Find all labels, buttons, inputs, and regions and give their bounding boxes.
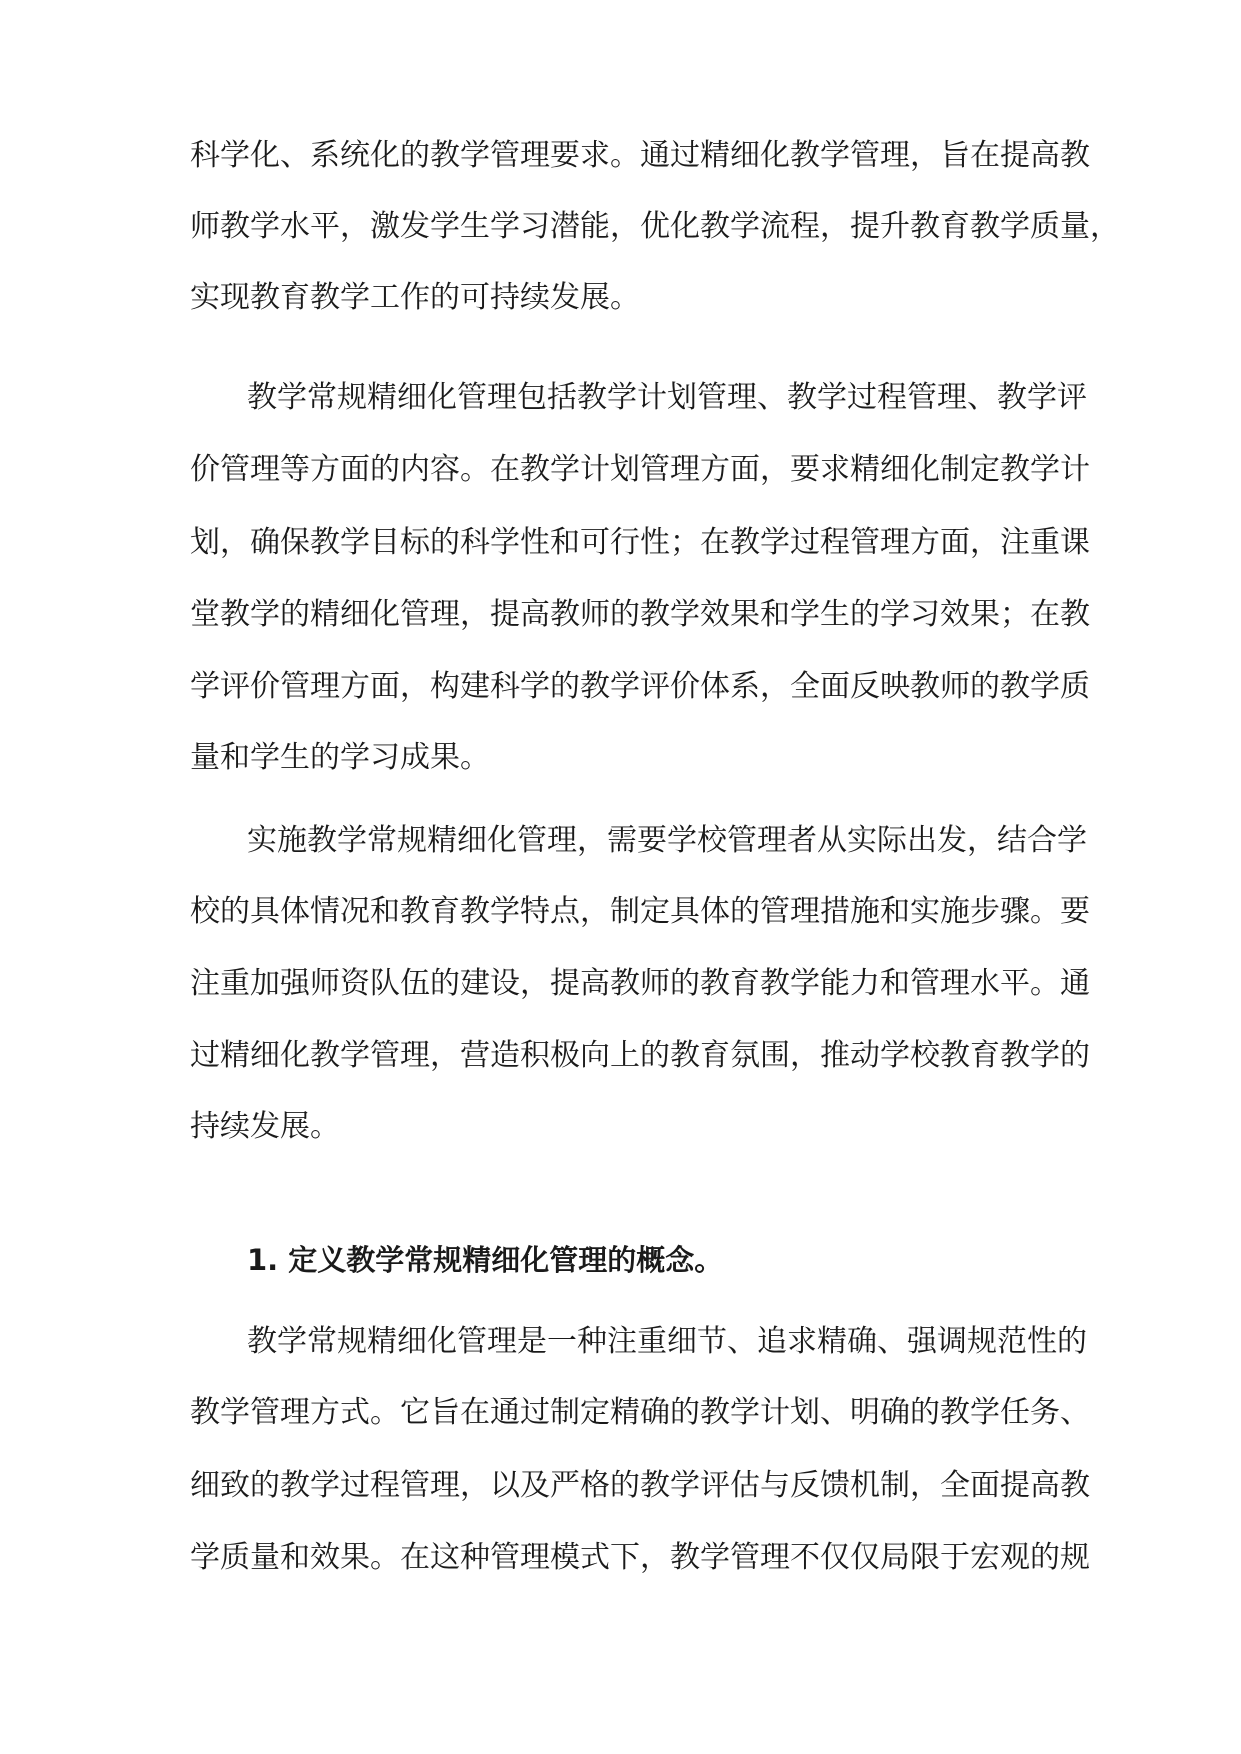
paragraph-1-line-1: 科学化、系统化的教学管理要求。通过精细化教学管理，旨在提高教	[190, 138, 1090, 173]
paragraph-3-line-1: 实施教学常规精细化管理，需要学校管理者从实际出发，结合学	[247, 823, 1087, 858]
paragraph-4-line-3: 细致的教学过程管理，以及严格的教学评估与反馈机制，全面提高教	[190, 1468, 1090, 1503]
paragraph-4-line-1: 教学常规精细化管理是一种注重细节、追求精确、强调规范性的	[247, 1324, 1087, 1359]
paragraph-1-line-3: 实现教育教学工作的可持续发展。	[190, 280, 640, 315]
paragraph-3-line-4: 过精细化教学管理，营造积极向上的教育氛围，推动学校教育教学的	[190, 1038, 1090, 1073]
paragraph-2-line-4: 堂教学的精细化管理，提高教师的教学效果和学生的学习效果；在教	[190, 597, 1090, 632]
paragraph-3-line-3: 注重加强师资队伍的建设，提高教师的教育教学能力和管理水平。通	[190, 966, 1090, 1001]
paragraph-2-line-3: 划，确保教学目标的科学性和可行性；在教学过程管理方面，注重课	[190, 525, 1090, 560]
paragraph-2-line-1: 教学常规精细化管理包括教学计划管理、教学过程管理、教学评	[247, 380, 1087, 415]
section-heading: 1. 定义教学常规精细化管理的概念。	[247, 1243, 724, 1277]
paragraph-4-line-4: 学质量和效果。在这种管理模式下，教学管理不仅仅局限于宏观的规	[190, 1540, 1090, 1575]
paragraph-3-line-2: 校的具体情况和教育教学特点，制定具体的管理措施和实施步骤。要	[190, 894, 1090, 929]
paragraph-1-line-2: 师教学水平，激发学生学习潜能，优化教学流程，提升教育教学质量，	[190, 209, 1120, 244]
paragraph-4-line-2: 教学管理方式。它旨在通过制定精确的教学计划、明确的教学任务、	[190, 1395, 1090, 1430]
paragraph-2-line-5: 学评价管理方面，构建科学的教学评价体系，全面反映教师的教学质	[190, 669, 1090, 704]
paragraph-3-line-5: 持续发展。	[190, 1109, 340, 1144]
paragraph-2-line-6: 量和学生的学习成果。	[190, 740, 490, 775]
paragraph-2-line-2: 价管理等方面的内容。在教学计划管理方面，要求精细化制定教学计	[190, 452, 1090, 487]
